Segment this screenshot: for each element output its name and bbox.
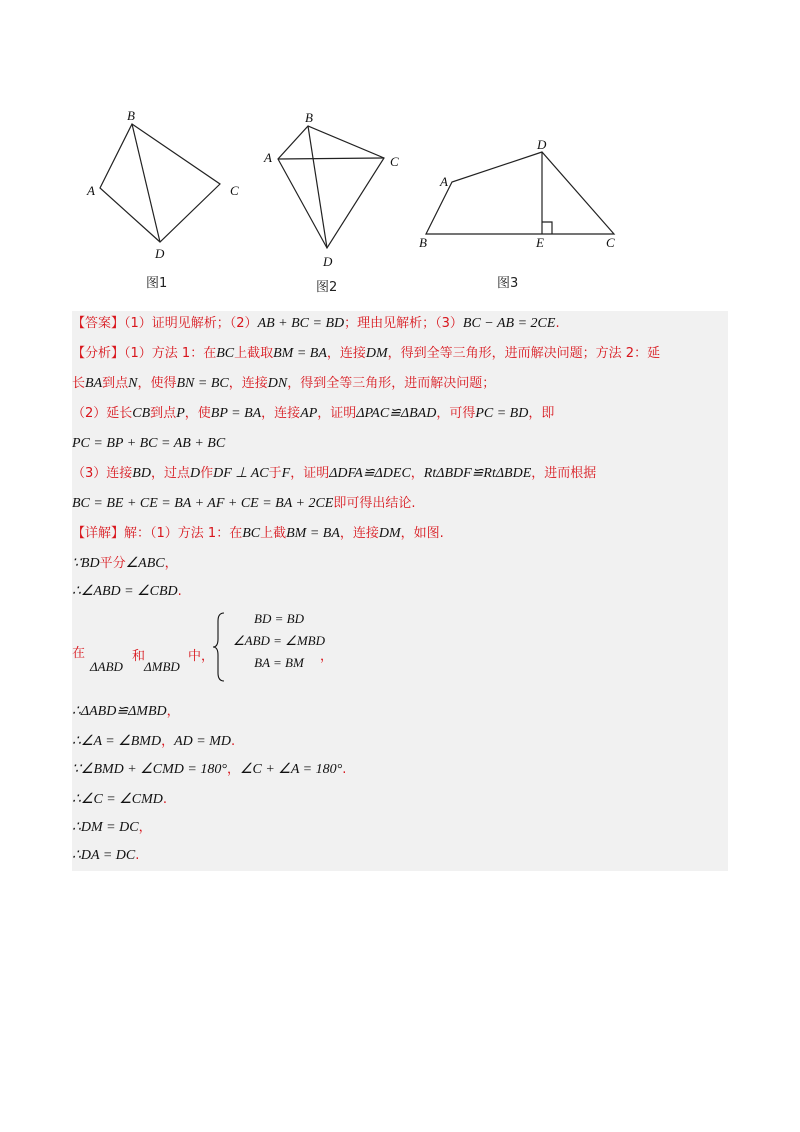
analysis-math: P: [176, 406, 185, 421]
fig3-point-c: C: [606, 235, 615, 250]
figure-1: [100, 124, 220, 242]
analysis-text: 即可得出结论.: [333, 496, 416, 511]
analysis-text: （3）连接: [72, 466, 133, 481]
detail-text: ，连接: [339, 526, 379, 541]
detail-math: ∴∠C = ∠CMD: [72, 792, 163, 807]
detail-line-4: [72, 641, 85, 667]
detail-math: ∴∠ABD = ∠CBD: [72, 584, 178, 599]
detail-text: ，: [320, 649, 334, 664]
analysis-math: DF ⊥ AC: [213, 466, 269, 481]
analysis-text: 于: [268, 466, 282, 481]
detail-text: ，: [161, 734, 175, 749]
detail-text: 上截: [260, 526, 287, 541]
congruence-conditions: [214, 611, 334, 681]
detail-tag: 【详解】: [72, 526, 125, 541]
detail-math: ∴DM = DC: [72, 820, 139, 835]
analysis-text: 长: [72, 376, 86, 391]
detail-line-1: [72, 521, 444, 547]
answer-math2: BC − AB = 2CE: [462, 316, 556, 331]
detail-text: ，: [138, 820, 152, 835]
detail-text: ，: [166, 704, 180, 719]
analysis-math: BM = BA: [273, 346, 327, 361]
analysis-text: ，使得: [137, 376, 177, 391]
detail-text: .: [135, 848, 140, 863]
analysis-math: ΔPAC≌ΔBAD: [356, 406, 437, 421]
detail-math: AD = MD: [174, 734, 231, 749]
detail-line-7: [72, 757, 346, 783]
brace-row-2: ∠ABD = ∠MBD: [232, 633, 325, 648]
analysis-math: PC = BP + BC = AB + BC: [72, 436, 226, 451]
answer-math1: AB + BC = BD: [257, 316, 345, 331]
fig3-point-b: B: [419, 235, 427, 250]
fig2-point-d: D: [323, 254, 333, 269]
detail-math: ∵∠BMD + ∠CMD = 180°: [72, 762, 227, 777]
detail-math: ∠C + ∠A = 180°: [239, 762, 343, 777]
caption-fig3: 图3: [497, 276, 519, 291]
analysis-text: 到点: [150, 406, 177, 421]
analysis-text: （2）延长: [72, 406, 133, 421]
detail-line-6: [72, 729, 235, 755]
analysis-text: ，: [410, 466, 424, 481]
analysis-text: ，连接: [228, 376, 268, 391]
analysis-text: ，连接: [326, 346, 366, 361]
analysis-math: BN = BC: [176, 376, 229, 391]
detail-text: 中，: [188, 649, 215, 664]
analysis-math: CB: [132, 406, 151, 421]
analysis-math: BP = BA: [210, 406, 262, 421]
analysis-text: 作: [200, 466, 214, 481]
fig1-point-b: B: [127, 108, 135, 123]
analysis-text: ，证明: [317, 406, 357, 421]
triangle-mbd: ΔMBD: [144, 659, 180, 674]
analysis-math: ΔDFA≌ΔDEC: [329, 466, 411, 481]
fig2-point-c: C: [390, 154, 399, 169]
fig1-point-c: C: [230, 183, 239, 198]
detail-line-9: [72, 815, 152, 841]
analysis-text: ，证明: [290, 466, 330, 481]
analysis-text: 到点: [102, 376, 129, 391]
figure-3: [426, 152, 614, 234]
analysis-text: ，得到全等三角形，进而解决问题；: [287, 376, 496, 391]
analysis-tag: 【分析】: [72, 346, 125, 361]
analysis-text: 上截取: [234, 346, 274, 361]
analysis-math: F: [281, 466, 291, 481]
analysis-math: BC = BE + CE = BA + AF + CE = BA + 2CE: [72, 496, 334, 511]
analysis-line-1: [72, 341, 660, 367]
detail-line-2: [72, 551, 178, 577]
detail-math: ∴ΔABD≌ΔMBD: [72, 704, 167, 719]
analysis-line-2: [72, 371, 495, 397]
detail-math: ∴∠A = ∠BMD: [72, 734, 162, 749]
detail-text: ，: [164, 556, 178, 571]
analysis-text: ，进而根据: [531, 466, 597, 481]
brace-row-3: BA = BM: [254, 655, 304, 670]
detail-line-3: [72, 579, 182, 605]
detail-line-10: [72, 843, 139, 869]
analysis-math: BC: [216, 346, 235, 361]
analysis-text: ，可得: [436, 406, 476, 421]
analysis-line-4: [72, 431, 225, 457]
detail-math: DM: [378, 526, 401, 541]
detail-line-5: [72, 699, 180, 725]
analysis-line-5: [72, 461, 596, 487]
detail-text: 平分: [99, 556, 126, 571]
fig2-point-b: B: [305, 110, 313, 125]
detail-math: BM = BA: [286, 526, 340, 541]
analysis-text: ，连接: [261, 406, 301, 421]
detail-math: ∠ABC: [125, 556, 165, 571]
detail-text: .: [177, 584, 182, 599]
analysis-math: DN: [267, 376, 288, 391]
analysis-math: PC = BD: [475, 406, 529, 421]
detail-text: 和: [132, 649, 146, 664]
caption-fig2: 图2: [316, 280, 338, 295]
figures-row: [72, 96, 728, 296]
detail-math: ∵BD: [72, 556, 100, 571]
brace-row-1: BD = BD: [254, 611, 304, 626]
analysis-text: （1）方法 1：在: [124, 346, 217, 361]
analysis-line-6: [72, 491, 416, 517]
fig3-point-e: E: [536, 235, 544, 250]
answer-part2: ；理由见解析；（3）: [344, 316, 463, 331]
analysis-text: ，过点: [150, 466, 190, 481]
solution-panel: [72, 311, 728, 871]
detail-text: ，如图.: [400, 526, 444, 541]
fig3-point-a: A: [440, 174, 448, 189]
fig1-point-d: D: [155, 246, 165, 261]
analysis-math: N: [128, 376, 138, 391]
detail-text: ，: [226, 762, 240, 777]
detail-math: ∴DA = DC: [72, 848, 136, 863]
fig3-point-d: D: [537, 137, 547, 152]
detail-text: .: [162, 792, 168, 807]
detail-math: BC: [242, 526, 261, 541]
answer-part3: .: [555, 316, 560, 331]
answer-part1: （1）证明见解析；（2）: [124, 316, 258, 331]
analysis-text: ，得到全等三角形，进而解决问题；方法 2：延: [387, 346, 661, 361]
answer-tag: 【答案】: [72, 316, 125, 331]
detail-text: 解：（1）方法 1：在: [124, 526, 243, 541]
detail-text: .: [231, 734, 236, 749]
analysis-math: BA: [85, 376, 103, 391]
analysis-math: D: [189, 466, 201, 481]
detail-text: 在: [72, 646, 86, 661]
caption-fig1: 图1: [146, 276, 168, 291]
detail-text: .: [342, 762, 347, 777]
analysis-math: DM: [365, 346, 388, 361]
triangle-abd: ΔABD: [90, 659, 123, 674]
fig1-point-a: A: [87, 183, 95, 198]
figure-2: [278, 126, 384, 248]
analysis-math: RtΔBDF≌RtΔBDE: [423, 466, 532, 481]
analysis-line-3: [72, 401, 554, 427]
fig2-point-a: A: [264, 150, 272, 165]
detail-line-8: [72, 787, 167, 813]
analysis-math: BD: [132, 466, 151, 481]
analysis-math: AP: [300, 406, 318, 421]
answer-line: [72, 311, 560, 337]
geometry-figures: [72, 96, 728, 296]
analysis-text: ，使: [184, 406, 211, 421]
analysis-text: ，即: [528, 406, 555, 421]
